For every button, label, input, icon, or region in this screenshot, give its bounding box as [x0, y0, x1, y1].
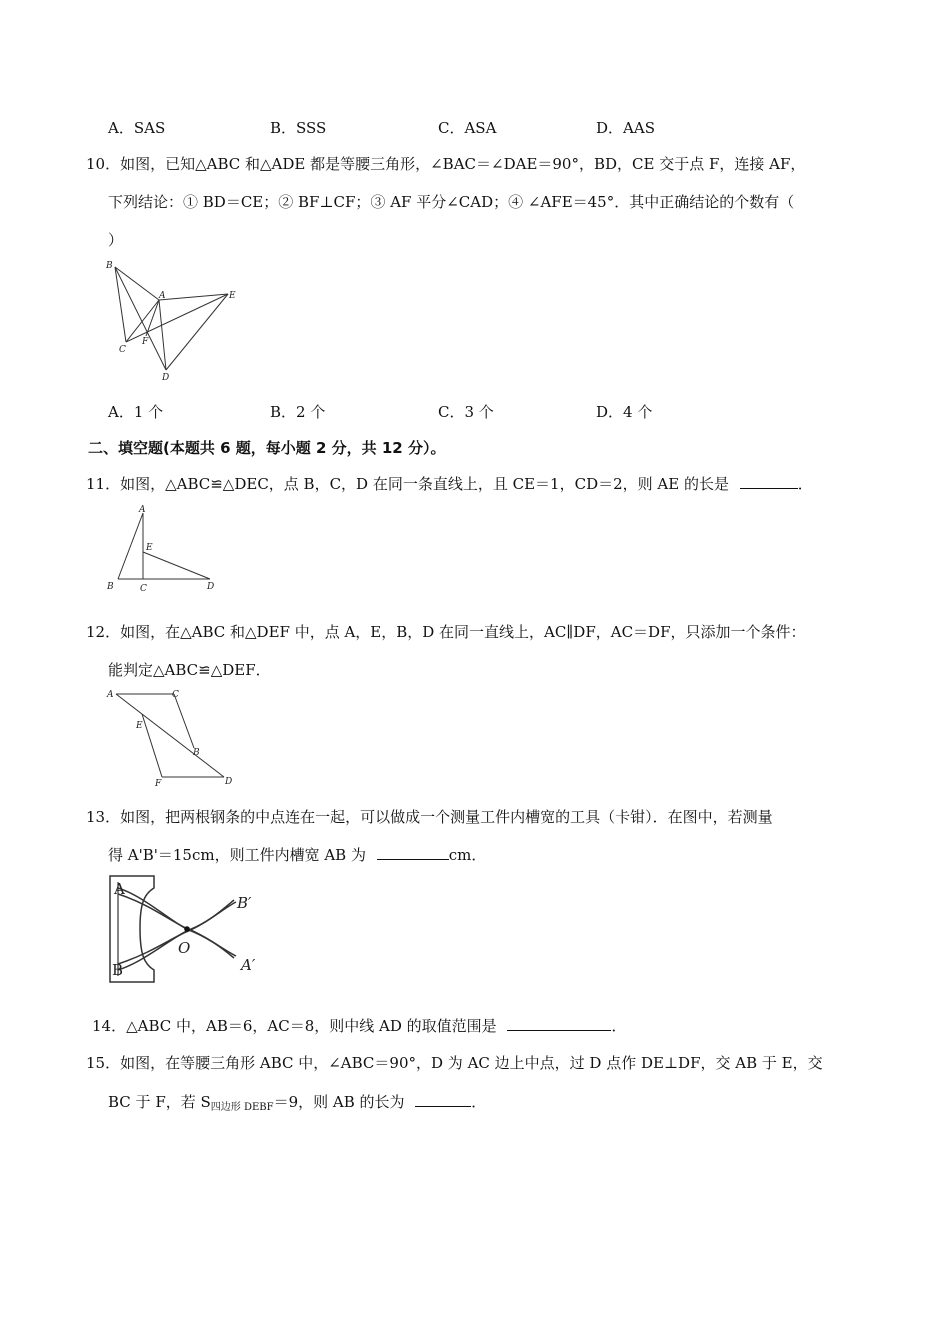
- q12-figure: [104, 688, 239, 788]
- q11-label-b: B: [107, 582, 114, 592]
- q10-label-d: D: [162, 373, 170, 383]
- q12-label-e: E: [136, 721, 143, 731]
- q14-text: [92, 1016, 626, 1036]
- q14-answer-blank[interactable]: [507, 1016, 611, 1031]
- q12-label-b: B: [193, 748, 200, 758]
- q10-option-b: B．2 个: [270, 403, 326, 421]
- q13-label-b: B: [112, 961, 124, 979]
- q11-end: ．: [797, 475, 813, 493]
- q9-option-d: D．AAS: [596, 119, 655, 137]
- q15-answer-blank[interactable]: [415, 1092, 471, 1107]
- q10-label-b: B: [106, 261, 113, 271]
- q13-label-o: O: [178, 939, 191, 957]
- q11-answer-blank[interactable]: [740, 474, 798, 489]
- q15-line2: [108, 1092, 486, 1118]
- q10-option-c: C．3 个: [438, 403, 494, 421]
- q10-line1: 10．如图，已知△ABC 和△ADE 都是等腰三角形，∠BAC＝∠DAE＝90°，BD，CE 交于点 F，连接 AF，: [86, 155, 806, 173]
- q10-line3: ）: [108, 231, 124, 249]
- q14-stem: 14．△ABC 中，AB＝6，AC＝8，则中线 AD 的取值范围是: [92, 1017, 497, 1035]
- q9-option-c: C．ASA: [438, 119, 497, 137]
- q11-stem: 11．如图，△ABC≌△DEC，点 B，C，D 在同一条直线上，且 CE＝1，CD＝2，则 AE 的长是: [86, 475, 729, 493]
- q12-label-a: A: [107, 690, 114, 700]
- q13-label-b-prime: B′: [237, 894, 252, 912]
- q11-text: [86, 474, 813, 494]
- q10-figure: [100, 258, 245, 383]
- q12-label-c: C: [172, 690, 179, 700]
- q13-label-a-prime: A′: [241, 956, 256, 974]
- q10-option-a: A．1 个: [108, 403, 164, 421]
- q10-line2: 下列结论：① BD＝CE；② BF⊥CF；③ AF 平分∠CAD；④ ∠AFE＝45°．其中正确结论的个数有（: [108, 193, 795, 211]
- q9-option-a: A．SAS: [108, 119, 166, 137]
- q15-line1: 15．如图，在等腰三角形 ABC 中，∠ABC＝90°，D 为 AC 边上中点，过 D 点作 DE⊥DF，交 AB 于 E，交: [86, 1054, 823, 1072]
- q15-stem-mid: ＝9，则 AB 的长为: [273, 1093, 405, 1111]
- q10-label-e: E: [229, 291, 236, 301]
- q11-label-a: A: [139, 505, 146, 515]
- q15-subscript: 四边形 DEBF: [210, 1102, 274, 1113]
- q11-label-e: E: [146, 543, 153, 553]
- q13-line2: [108, 845, 486, 865]
- q12-label-d: D: [225, 777, 233, 787]
- q12-line2: 能判定△ABC≌△DEF．: [108, 661, 271, 679]
- q15-stem: BC 于 F，若 S: [108, 1093, 211, 1111]
- q13-end: cm．: [448, 846, 487, 864]
- section-2-heading: 二、填空题(本题共 6 题，每小题 2 分，共 12 分）。: [88, 439, 446, 457]
- q10-option-d: D．4 个: [596, 403, 653, 421]
- q9-option-b: B．SSS: [270, 119, 327, 137]
- q10-label-f: F: [142, 337, 149, 347]
- q13-label-a: A: [114, 880, 125, 898]
- q12-line1: 12．如图，在△ABC 和△DEF 中，点 A，E，B，D 在同一直线上，AC∥DF，AC＝DF，只添加一个条件：: [86, 623, 806, 641]
- q13-line1: 13．如图，把两根钢条的中点连在一起，可以做成一个测量工件内槽宽的工具（卡钳）．在图中，若测量: [86, 808, 773, 826]
- q11-label-d: D: [207, 582, 215, 592]
- q11-label-c: C: [140, 584, 147, 594]
- q13-stem: 得 A'B'＝15cm，则工件内槽宽 AB 为: [108, 846, 366, 864]
- q10-label-c: C: [119, 345, 126, 355]
- q11-figure: [104, 503, 219, 595]
- q10-label-a: A: [159, 291, 166, 301]
- q13-figure: [104, 874, 274, 989]
- q14-end: ．: [611, 1017, 627, 1035]
- q15-end: ．: [471, 1093, 487, 1111]
- q12-label-f: F: [155, 779, 162, 789]
- q13-answer-blank[interactable]: [377, 845, 449, 860]
